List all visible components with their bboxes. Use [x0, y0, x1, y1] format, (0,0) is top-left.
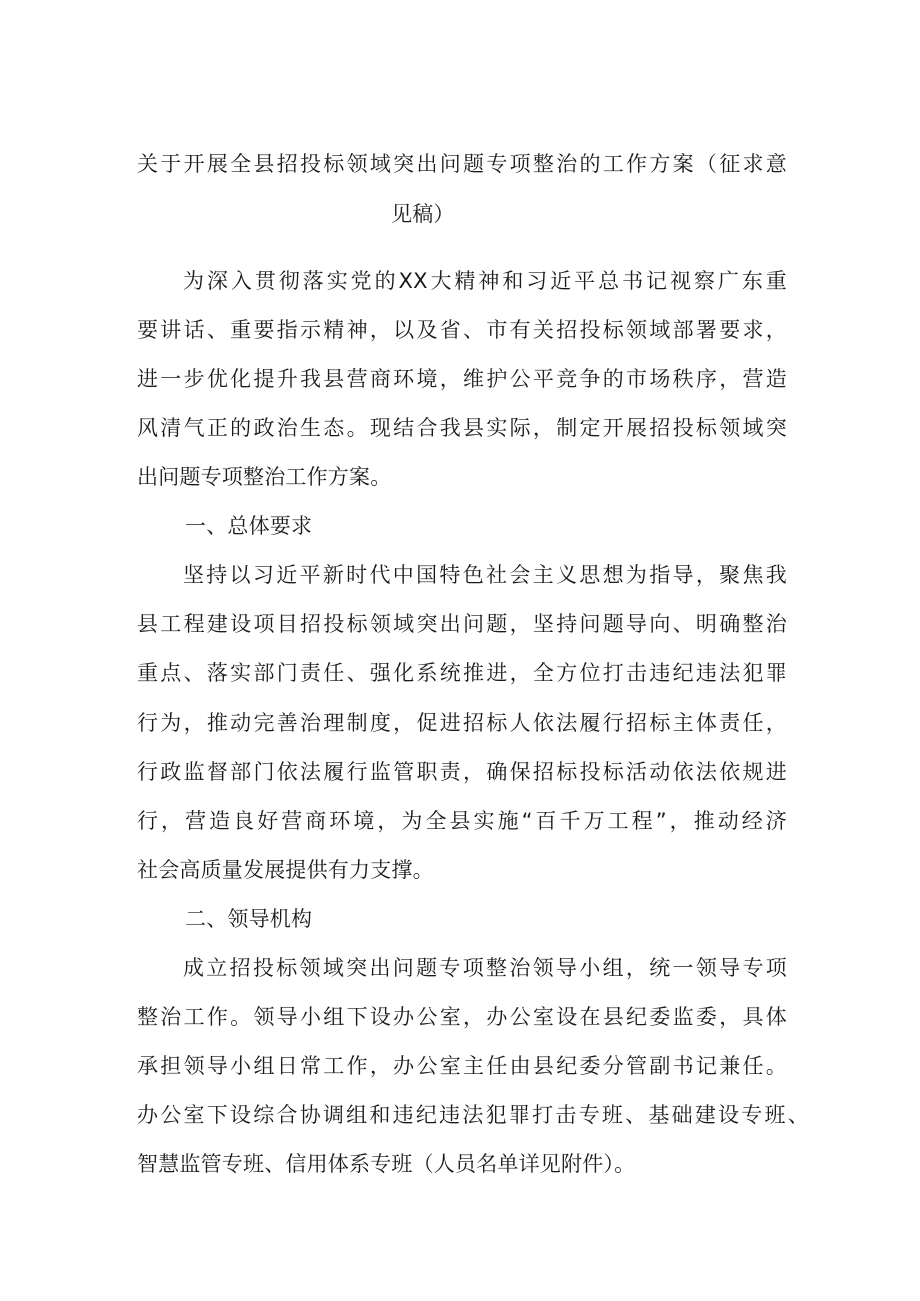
section-1-line-2: 县工程建设项目招投标领域突出问题，坚持问题导向、明确整治 [137, 612, 787, 636]
intro-line-1: 为深入贯彻落实党的XX大精神和习近平总书记视察广东重 [183, 269, 787, 293]
section-heading-2: 二、领导机构 [185, 907, 313, 931]
section-1-line-3: 重点、落实部门责任、强化系统推进，全方位打击违纪违法犯罪 [137, 661, 787, 685]
section-2-line-2: 整治工作。领导小组下设办公室，办公室设在县纪委监委，具体 [137, 1005, 787, 1029]
section-2-line-5: 智慧监管专班、信用体系专班（人员名单详见附件）。 [137, 1152, 636, 1176]
intro-line-2: 要讲话、重要指示精神，以及省、市有关招投标领域部署要求， [137, 318, 787, 342]
section-heading-1: 一、总体要求 [185, 514, 313, 538]
section-1-line-1: 坚持以习近平新时代中国特色社会主义思想为指导，聚焦我 [183, 563, 787, 587]
section-1-line-5: 行政监督部门依法履行监管职责，确保招标投标活动依法依规进 [137, 760, 787, 784]
section-2-line-3: 承担领导小组日常工作，办公室主任由县纪委分管副书记兼任。 [137, 1054, 787, 1078]
intro-line-5: 出问题专项整治工作方案。 [137, 465, 392, 489]
section-1-line-6: 行，营造良好营商环境，为全县实施“百千万工程”，推动经济 [137, 809, 787, 833]
intro-line-3: 进一步优化提升我县营商环境，维护公平竞争的市场秩序，营造 [137, 367, 787, 391]
document-title-line-1: 关于开展全县招投标领域突出问题专项整治的工作方案（征求意 [137, 152, 787, 176]
intro-line-4: 风清气正的政治生态。现结合我县实际，制定开展招投标领域突 [137, 416, 787, 440]
section-2-line-1: 成立招投标领域突出问题专项整治领导小组，统一领导专项 [183, 956, 787, 980]
document-title-line-2: 见稿） [391, 202, 455, 226]
section-1-line-4: 行为，推动完善治理制度，促进招标人依法履行招标主体责任， [137, 711, 787, 735]
section-2-line-4: 办公室下设综合协调组和违纪违法犯罪打击专班、基础建设专班、 [137, 1103, 809, 1127]
section-1-line-7: 社会高质量发展提供有力支撑。 [137, 858, 434, 882]
